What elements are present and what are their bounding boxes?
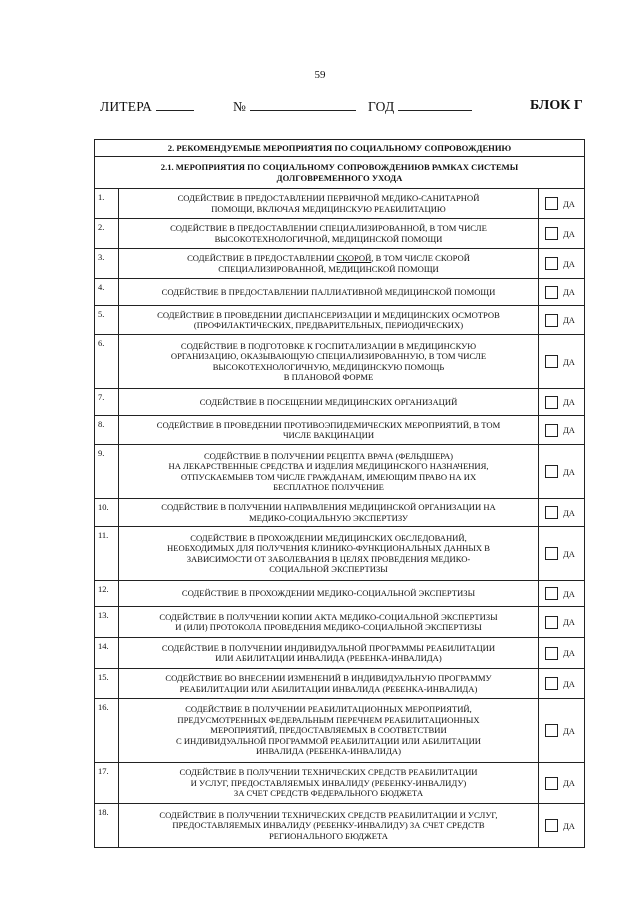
- yes-checkbox-cell: [538, 669, 584, 699]
- row-description: [119, 189, 539, 219]
- yes-label: ДА: [562, 466, 575, 477]
- row-number: 6.: [95, 335, 119, 389]
- row-number: 14.: [95, 638, 119, 669]
- row-description-line: СОДЕЙСТВИЕ В ПРЕДОСТАВЛЕНИИ СПЕЦИАЛИЗИРОВАННОЙ, В ТОМ ЧИСЛЕ: [170, 223, 487, 233]
- row-number: 12.: [95, 581, 119, 607]
- row-description-line: СОДЕЙСТВИЕ В ПРОВЕДЕНИИ ПРОТИВОЭПИДЕМИЧЕСКИХ МЕРОПРИЯТИЙ, В ТОМ: [156, 419, 501, 430]
- year-field: [368, 98, 472, 115]
- yes-checkbox-cell: [538, 527, 584, 581]
- yes-label: ДА: [562, 617, 575, 627]
- row-description: [119, 804, 539, 848]
- yes-label: ДА: [562, 258, 575, 269]
- row-description-line: СОДЕЙСТВИЕ ВО ВНЕСЕНИИ ИЗМЕНЕНИЙ В ИНДИВИДУАЛЬНУЮ ПРОГРАММУ: [165, 673, 492, 683]
- row-description-line: (ПРОФИЛАКТИЧЕСКИХ, ПРЕДВАРИТЕЛЬНЫХ, ПЕРИОДИЧЕСКИХ): [193, 320, 464, 330]
- number-field: [233, 98, 356, 115]
- yes-label: ДА: [562, 820, 575, 831]
- year-label: ГОД: [368, 99, 395, 114]
- yes-checkbox[interactable]: [545, 396, 558, 409]
- row-number: 7.: [95, 389, 119, 416]
- table-row: [95, 638, 585, 669]
- table-row: [95, 445, 585, 499]
- yes-checkbox-cell: [538, 306, 584, 335]
- yes-label: ДА: [562, 198, 575, 209]
- yes-checkbox-cell: [538, 416, 584, 445]
- row-description-line: СОДЕЙСТВИЕ В ПОЛУЧЕНИИ РЕАБИЛИТАЦИОННЫХ МЕРОПРИЯТИЙ,: [185, 704, 472, 715]
- yes-label: ДА: [562, 397, 575, 407]
- row-description-line: СОДЕЙСТВИЕ В ПОЛУЧЕНИИ КОПИИ АКТА МЕДИКО-СОЦИАЛЬНОЙ ЭКСПЕРТИЗЫ: [159, 611, 498, 622]
- row-description-line: И (ИЛИ) ПРОТОКОЛА ПРОВЕДЕНИЯ МЕДИКО-СОЦИАЛЬНОЙ ЭКСПЕРТИЗЫ: [175, 622, 482, 632]
- row-description: [119, 607, 539, 638]
- subsection-title-line2: ДОЛГОВРЕМЕННОГО УХОДА: [276, 172, 403, 183]
- row-number: 1.: [95, 189, 119, 219]
- row-description-line: СОДЕЙСТВИЕ В ПРОВЕДЕНИИ ДИСПАНСЕРИЗАЦИИ И МЕДИЦИНСКИХ ОСМОТРОВ: [157, 309, 500, 320]
- yes-checkbox-cell: [538, 699, 584, 763]
- yes-checkbox[interactable]: [545, 547, 558, 560]
- number-input[interactable]: [250, 98, 356, 111]
- yes-checkbox[interactable]: [545, 616, 558, 629]
- row-description-line: МЕРОПРИЯТИЙ, ПРЕДОСТАВЛЯЕМЫХ В СООТВЕТСТВИИ: [210, 725, 447, 736]
- yes-checkbox-cell: [538, 219, 584, 249]
- yes-checkbox-cell: [538, 389, 584, 416]
- row-description: [119, 335, 539, 389]
- row-description: [119, 763, 539, 804]
- yes-checkbox[interactable]: [545, 777, 558, 790]
- litera-input[interactable]: [156, 98, 194, 111]
- row-description: [119, 389, 539, 416]
- yes-checkbox[interactable]: [545, 724, 558, 737]
- yes-label: ДА: [562, 648, 575, 658]
- yes-checkbox[interactable]: [545, 314, 558, 327]
- yes-checkbox[interactable]: [545, 227, 558, 240]
- row-description: [119, 249, 539, 279]
- yes-checkbox[interactable]: [545, 819, 558, 832]
- page-number: 59: [314, 69, 326, 81]
- table-row: [95, 279, 585, 306]
- row-description-line: СОЦИАЛЬНОЙ ЭКСПЕРТИЗЫ: [269, 564, 388, 574]
- row-description-line: СОДЕЙСТВИЕ В ПОСЕЩЕНИИ МЕДИЦИНСКИХ ОРГАНИЗАЦИЙ: [199, 396, 458, 407]
- litera-label: ЛИТЕРА: [100, 99, 153, 114]
- table-row: [95, 607, 585, 638]
- row-description-line: СОДЕЙСТВИЕ В ПРЕДОСТАВЛЕНИИ СКОРОЙ, В ТОМ ЧИСЛЕ СКОРОЙ: [187, 253, 470, 263]
- table-row: [95, 699, 585, 763]
- row-description-line: СОДЕЙСТВИЕ В ПОЛУЧЕНИИ РЕЦЕПТА ВРАЧА (ФЕЛЬДШЕРА): [203, 450, 454, 461]
- yes-checkbox-cell: [538, 638, 584, 669]
- table-row: [95, 804, 585, 848]
- yes-checkbox-cell: [538, 249, 584, 279]
- row-number: 8.: [95, 416, 119, 445]
- row-description-line: БЕСПЛАТНОЕ ПОЛУЧЕНИЕ: [273, 482, 384, 492]
- row-number: 16.: [95, 699, 119, 763]
- row-description: [119, 669, 539, 699]
- litera-field: [100, 98, 194, 115]
- row-description-line: СОДЕЙСТВИЕ В ПОДГОТОВКЕ К ГОСПИТАЛИЗАЦИИ В МЕДИЦИНСКУЮ: [180, 340, 477, 351]
- table-row: [95, 763, 585, 804]
- row-description: [119, 638, 539, 669]
- row-description-line: ВЫСОКОТЕХНОЛОГИЧНОЙ, МЕДИЦИНСКОЙ ПОМОЩИ: [214, 233, 443, 244]
- row-description-line: В ПЛАНОВОЙ ФОРМЕ: [283, 372, 374, 382]
- measures-table: [94, 139, 585, 848]
- row-description-line: МЕДИКО-СОЦИАЛЬНУЮ ЭКСПЕРТИЗУ: [248, 512, 408, 523]
- table-row: [95, 335, 585, 389]
- yes-checkbox[interactable]: [545, 424, 558, 437]
- row-number: 4.: [95, 279, 119, 306]
- row-description: [119, 527, 539, 581]
- yes-checkbox[interactable]: [545, 506, 558, 519]
- table-row: [95, 306, 585, 335]
- table-row: [95, 189, 585, 219]
- row-description-line: СОДЕЙСТВИЕ В ПРОХОЖДЕНИИ МЕДИЦИНСКИХ ОБСЛЕДОВАНИЙ,: [190, 532, 467, 543]
- yes-checkbox[interactable]: [545, 587, 558, 600]
- yes-label: ДА: [562, 356, 575, 367]
- row-description-line: РЕАБИЛИТАЦИИ ИЛИ АБИЛИТАЦИИ ИНВАЛИДА (РЕБЕНКА-ИНВАЛИДА): [179, 683, 478, 694]
- table-row: [95, 249, 585, 279]
- yes-checkbox-cell: [538, 804, 584, 848]
- yes-checkbox-cell: [538, 445, 584, 499]
- row-description-line: ОТПУСКАЕМЫЕВ ТОМ ЧИСЛЕ ГРАЖДАНАМ, ИМЕЮЩИМ ПРАВО НА ИХ: [180, 471, 477, 482]
- row-description-line: ПРЕДОСТАВЛЯЕМЫХ ИНВАЛИДУ (РЕБЕНКУ-ИНВАЛИДУ) ЗА СЧЕТ СРЕДСТВ: [172, 820, 485, 831]
- row-number: 13.: [95, 607, 119, 638]
- row-description: [119, 581, 539, 607]
- yes-label: ДА: [562, 287, 575, 297]
- row-description-line: ЗА СЧЕТ СРЕДСТВ ФЕДЕРАЛЬНОГО БЮДЖЕТА: [233, 788, 424, 799]
- yes-label: ДА: [562, 507, 575, 518]
- table-row: [95, 527, 585, 581]
- row-number: 9.: [95, 445, 119, 499]
- row-description-line: ИНВАЛИДА (РЕБЕНКА-ИНВАЛИДА): [256, 746, 401, 757]
- yes-checkbox-cell: [538, 279, 584, 306]
- row-description-line: СОДЕЙСТВИЕ В ПОЛУЧЕНИИ ТЕХНИЧЕСКИХ СРЕДСТВ РЕАБИЛИТАЦИИ: [179, 767, 478, 778]
- yes-checkbox[interactable]: [545, 465, 558, 478]
- row-description-line: НЕОБХОДИМЫХ ДЛЯ ПОЛУЧЕНИЯ КЛИНИКО-ФУНКЦИОНАЛЬНЫХ ДАННЫХ В: [167, 543, 490, 553]
- yes-label: ДА: [562, 778, 575, 788]
- row-description-line: СОДЕЙСТВИЕ В ПОЛУЧЕНИИ НАПРАВЛЕНИЯ МЕДИЦИНСКОЙ ОРГАНИЗАЦИИ НА: [161, 502, 496, 512]
- number-label: №: [233, 99, 247, 114]
- section-title: 2. РЕКОМЕНДУЕМЫЕ МЕРОПРИЯТИЯ ПО СОЦИАЛЬНОМУ СОПРОВОЖДЕНИЮ: [95, 140, 585, 157]
- yes-label: ДА: [562, 588, 575, 599]
- row-description-line: ОРГАНИЗАЦИЮ, ОКАЗЫВАЮЩУЮ СПЕЦИАЛИЗИРОВАННУЮ, В ТОМ ЧИСЛЕ: [170, 351, 487, 361]
- row-number: 18.: [95, 804, 119, 848]
- row-description-line: СОДЕЙСТВИЕ В ПОЛУЧЕНИИ ТЕХНИЧЕСКИХ СРЕДСТВ РЕАБИЛИТАЦИИ И УСЛУГ,: [159, 809, 498, 820]
- row-number: 15.: [95, 669, 119, 699]
- row-description: [119, 306, 539, 335]
- table-row: [95, 669, 585, 699]
- table-row: [95, 499, 585, 527]
- row-description: [119, 699, 539, 763]
- yes-checkbox-cell: [538, 607, 584, 638]
- row-number: 3.: [95, 249, 119, 279]
- row-description-line: СОДЕЙСТВИЕ В ПОЛУЧЕНИИ ИНДИВИДУАЛЬНОЙ ПРОГРАММЫ РЕАБИЛИТАЦИИ: [161, 642, 496, 653]
- row-description-line: РЕГИОНАЛЬНОГО БЮДЖЕТА: [268, 830, 389, 841]
- table-row: [95, 581, 585, 607]
- yes-checkbox[interactable]: [545, 197, 558, 210]
- row-description-line: СОДЕЙСТВИЕ В ПРЕДОСТАВЛЕНИИ ПЕРВИЧНОЙ МЕДИКО-САНИТАРНОЙ: [177, 193, 480, 203]
- yes-label: ДА: [562, 425, 575, 435]
- block-label: БЛОК Г: [530, 98, 583, 113]
- row-description-line: И УСЛУГ, ПРЕДОСТАВЛЯЕМЫХ ИНВАЛИДУ (РЕБЕНКУ-ИНВАЛИДУ): [190, 777, 467, 788]
- row-description: [119, 279, 539, 306]
- row-number: 11.: [95, 527, 119, 581]
- year-input[interactable]: [398, 98, 472, 111]
- yes-checkbox[interactable]: [545, 257, 558, 270]
- yes-label: ДА: [562, 678, 575, 689]
- row-description-line: ЧИСЛЕ ВАКЦИНАЦИИ: [282, 430, 375, 440]
- yes-checkbox[interactable]: [545, 647, 558, 660]
- row-description-line: С ИНДИВИДУАЛЬНОЙ ПРОГРАММОЙ РЕАБИЛИТАЦИИ ИЛИ АБИЛИТАЦИИ: [175, 735, 482, 746]
- table-row: [95, 416, 585, 445]
- yes-label: ДА: [562, 315, 575, 325]
- subsection-title: [95, 157, 585, 189]
- yes-checkbox-cell: [538, 335, 584, 389]
- yes-label: ДА: [562, 228, 575, 239]
- yes-checkbox[interactable]: [545, 355, 558, 368]
- yes-checkbox-cell: [538, 499, 584, 527]
- row-number: 2.: [95, 219, 119, 249]
- table-row: [95, 219, 585, 249]
- yes-checkbox[interactable]: [545, 677, 558, 690]
- row-description-line: СОДЕЙСТВИЕ В ПРОХОЖДЕНИИ МЕДИКО-СОЦИАЛЬНОЙ ЭКСПЕРТИЗЫ: [181, 588, 476, 599]
- row-description-line: ПРЕДУСМОТРЕННЫХ ФЕДЕРАЛЬНЫМ ПЕРЕЧНЕМ РЕАБИЛИТАЦИОННЫХ: [177, 714, 480, 725]
- row-number: 5.: [95, 306, 119, 335]
- row-description: [119, 445, 539, 499]
- yes-label: ДА: [562, 725, 575, 736]
- subsection-title-line1: 2.1. МЕРОПРИЯТИЯ ПО СОЦИАЛЬНОМУ СОПРОВОЖДЕНИЮВ РАМКАХ СИСТЕМЫ: [160, 161, 519, 172]
- row-description: [119, 219, 539, 249]
- row-description: [119, 499, 539, 527]
- row-description-line: ВЫСОКОТЕХНОЛОГИЧНУЮ, МЕДИЦИНСКУЮ ПОМОЩЬ: [212, 361, 445, 372]
- row-description-line: ПОМОЩИ, ВКЛЮЧАЯ МЕДИЦИНСКУЮ РЕАБИЛИТАЦИЮ: [211, 203, 446, 214]
- row-description-line: ИЛИ АБИЛИТАЦИИ ИНВАЛИДА (РЕБЕНКА-ИНВАЛИДА): [215, 653, 442, 663]
- row-description-line: НА ЛЕКАРСТВЕННЫЕ СРЕДСТВА И ИЗДЕЛИЯ МЕДИЦИНСКОГО НАЗНАЧЕНИЯ,: [168, 461, 489, 471]
- yes-checkbox-cell: [538, 581, 584, 607]
- row-number: 10.: [95, 499, 119, 527]
- yes-checkbox[interactable]: [545, 286, 558, 299]
- row-description-line: СОДЕЙСТВИЕ В ПРЕДОСТАВЛЕНИИ ПАЛЛИАТИВНОЙ МЕДИЦИНСКОЙ ПОМОЩИ: [161, 286, 496, 297]
- row-description-line: ЗАВИСИМОСТИ ОТ ЗАБОЛЕВАНИЯ В ЦЕЛЯХ ПРОВЕДЕНИЯ МЕДИКО-: [186, 553, 471, 564]
- yes-checkbox-cell: [538, 189, 584, 219]
- row-description-line: СПЕЦИАЛИЗИРОВАННОЙ, МЕДИЦИНСКОЙ ПОМОЩИ: [218, 263, 439, 274]
- row-description: [119, 416, 539, 445]
- table-row: [95, 389, 585, 416]
- row-number: 17.: [95, 763, 119, 804]
- yes-label: ДА: [562, 548, 575, 559]
- yes-checkbox-cell: [538, 763, 584, 804]
